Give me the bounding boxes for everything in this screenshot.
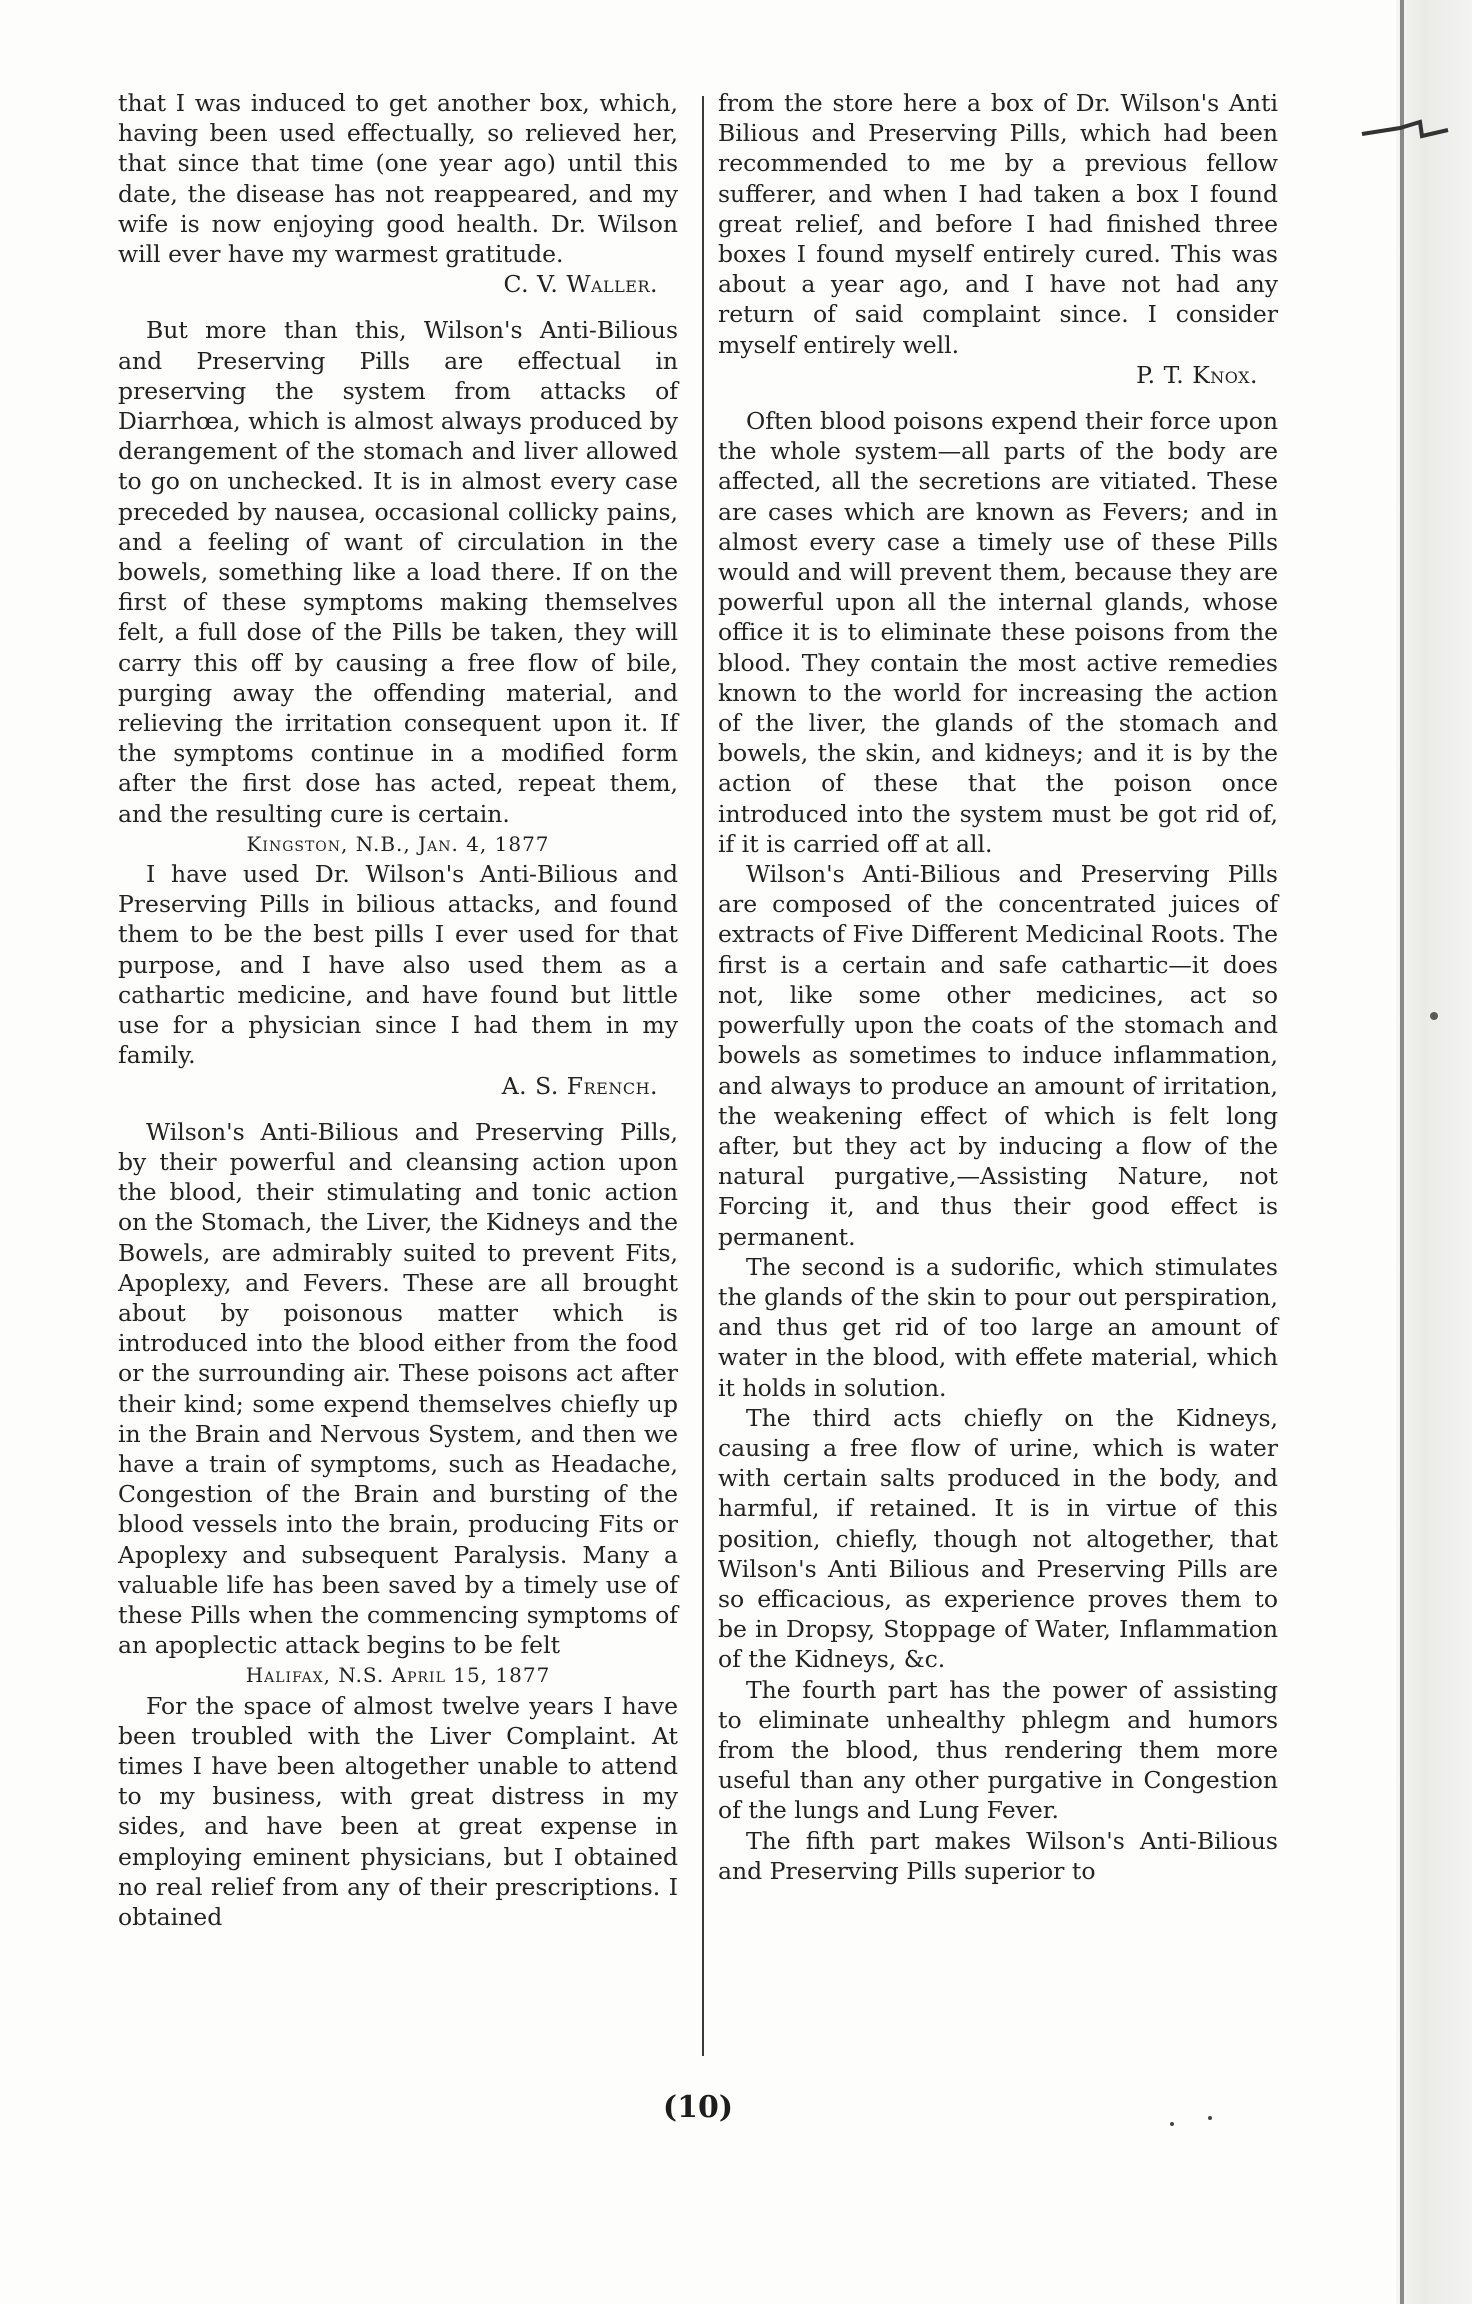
right-paragraph-7: The fifth part makes Wilson's Anti-Bilious and Preserving Pills superior to [718,1826,1278,1885]
left-paragraph-4: Wilson's Anti-Bilious and Preserving Pills, by their powerful and cleansing action upon the blood, their stimulating and tonic action on the Stomach, the Liver, the Kidneys and the Bowels, are admirably suited to prevent Fits, Apoplexy, and Fevers. These are all brought about by poisonous matter which is introduced into the blood either from the food or the surrounding air. These poisons act after their kind; some expend themselves chiefly up in the Brain and Nervous System, and then we have a train of symptoms, such as Headache, Congestion of the Brain and bursting of the blood vessels into the brain, producing Fits or Apoplexy and subsequent Paralysis. Many a valuable life has been saved by a timely use of these Pills when the commencing symptoms of an apoplectic attack begins to be felt [118,1117,678,1660]
left-paragraph-2: But more than this, Wilson's Anti-Bilious and Preserving Pills are effectual in preserving the system from attacks of Diarrhœa, which is almost always produced by derangement of the stomach and liver allowed to go on unchecked. It is in almost every case preceded by nausea, occasional collicky pains, and a feeling of want of circulation in the bowels, something like a load there. If on the first of these symptoms making themselves felt, a full dose of the Pills be taken, they will carry this off by causing a free flow of bile, purging away the offending material, and relieving the irritation consequent upon it. If the symptoms continue in a modified form after the first dose has acted, repeat them, and the resulting cure is certain. [118,316,678,828]
right-paragraph-1: from the store here a box of Dr. Wilson's Anti Bilious and Preserving Pills, which had been recommended to me by a previous fellow sufferer, and when I had taken a box I found great relief, and before I had finished three boxes I found myself entirely cured. This was about a year ago, and I have not had any return of said complaint since. I consider myself entirely well. [718,89,1278,359]
dateline-kingston: Kingston, N.B., Jan. 4, 1877 [246,831,550,856]
right-paragraph-6: The fourth part has the power of assisting to eliminate unhealthy phlegm and humors from the blood, thus rendering them more useful than any other purgative in Congestion of the lungs and Lung Fever. [718,1675,1278,1825]
page-number: (10) [662,2090,734,2125]
page-edge-shadow [1396,0,1472,2304]
signature-knox: P. T. Knox. [1136,360,1258,389]
right-paragraph-5: The third acts chiefly on the Kidneys, causing a free flow of urine, which is water with certain salts produced in the body, and harmful, if retained. It is in virtue of this position, chiefly, though not altogether, that Wilson's Anti Bilious and Preserving Pills are so efficacious, as experience proves them to be in Dropsy, Stoppage of Water, Inflammation of the Kidneys, &c. [718,1403,1278,1674]
dateline-halifax: Halifax, N.S. April 15, 1877 [245,1663,551,1688]
signature-waller: C. V. Waller. [503,270,658,299]
right-paragraph-3: Wilson's Anti-Bilious and Preserving Pills are composed of the concentrated juices of extracts of Five Different Medicinal Roots. The first is a certain and safe cathartic—it does not, like some other medicines, act so powerfully upon the coats of the stomach and bowels as sometimes to induce inflammation, and always to produce an amount of irritation, the weakening effect of which is felt long after, but they act by inducing a flow of the natural purgative,—Assisting Nature, not Forcing it, and thus their good effect is permanent. [718,860,1278,1251]
right-column [718,88,1278,1886]
page-edge-line [1400,0,1404,2304]
scan-speck [1430,1012,1438,1020]
scan-speck [1170,2122,1174,2126]
left-paragraph-5: For the space of almost twelve years I have been troubled with the Liver Complaint. At times I have been altogether unable to attend to my business, with great distress in my sides, and have been at great expense in employing eminent physicians, but I obtained no real relief from any of their prescriptions. I obtained [118,1691,678,1931]
scan-mark-icon [1360,118,1450,148]
scan-speck [1208,2116,1212,2120]
right-paragraph-2: Often blood poisons expend their force upon the whole system—all parts of the body are affected, all the secretions are vitiated. These are cases which are known as Fevers; and in almost every case a timely use of these Pills would and will prevent them, because they are powerful upon all the internal glands, whose office it is to eliminate these poisons from the blood. They contain the most active remedies known to the world for increasing the action of the liver, the glands of the stomach and bowels, the skin, and kidneys; and it is by the action of these that the poison once introduced into the system must be got rid of, if it is carried off at all. [718,407,1278,858]
signature-french: A. S. French. [501,1071,658,1100]
left-column [118,88,678,1932]
left-paragraph-3: I have used Dr. Wilson's Anti-Bilious and Preserving Pills in bilious attacks, and found them to be the best pills I ever used for that purpose, and I have also used them as a cathartic medicine, and have found but little use for a physician since I had them in my family. [118,860,678,1070]
right-paragraph-4: The second is a sudorific, which stimulates the glands of the skin to pour out perspiration, and thus get rid of too large an amount of water in the blood, with effete material, which it holds in solution. [718,1252,1278,1402]
column-divider [702,96,704,2056]
left-paragraph-1: that I was induced to get another box, which, having been used effectually, so relieved her, that since that time (one year ago) until this date, the disease has not reappeared, and my wife is now enjoying good health. Dr. Wilson will ever have my warmest gratitude. [118,89,678,269]
